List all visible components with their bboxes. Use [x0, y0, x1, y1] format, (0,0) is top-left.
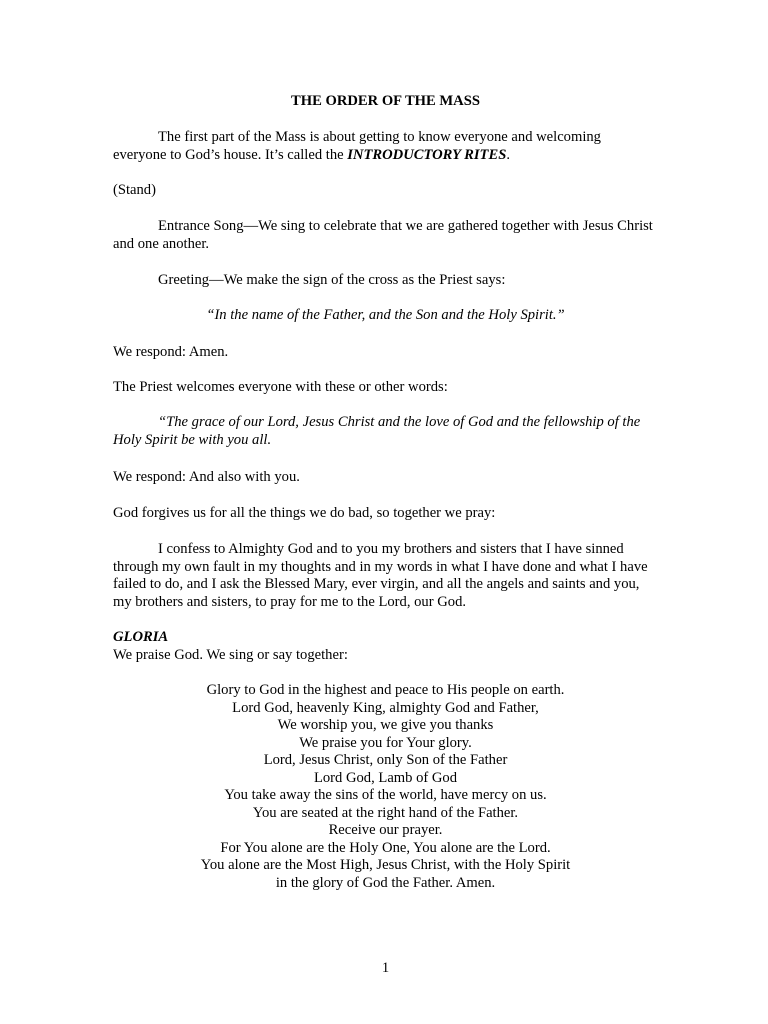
gloria-intro: We praise God. We sing or say together: [113, 647, 348, 663]
sign-of-cross-quote: “In the name of the Father, and the Son and the Holy Spirit.” [206, 307, 565, 323]
intro-text: The first part of the Mass is about getting to know everyone and welcoming everyone to God’s house. It’s called the [113, 129, 601, 163]
response-also-with-you: We respond: And also with you. [113, 469, 300, 485]
page-title: THE ORDER OF THE MASS [291, 93, 480, 109]
stand-instruction: (Stand) [113, 182, 156, 198]
hymn-line: You alone are the Most High, Jesus Christ, with the Holy Spirit [200, 857, 571, 873]
hymn-line: You take away the sins of the world, have mercy on us. [224, 787, 547, 803]
gloria-hymn [113, 682, 658, 892]
intro-end: . [506, 146, 510, 163]
grace-quote: “The grace of our Lord, Jesus Christ and the love of God and the fellowship of the Holy Spirit be with you all. [113, 414, 641, 448]
hymn-line: Receive our prayer. [328, 822, 443, 838]
confiteor-paragraph: I confess to Almighty God and to you my brothers and sisters that I have sinned through my own fault in my thoughts and in my words in what I have done and what I have failed to do, and I ask the Blessed Mary, ever virgin, and all the angels and saints and you, my brothers and sisters, to pray for me to the Lord, our God. [113, 541, 648, 610]
greeting-paragraph: Greeting—We make the sign of the cross as the Priest says: [158, 272, 506, 288]
hymn-line: Lord God, heavenly King, almighty God and Father, [232, 699, 539, 716]
hymn-line: You are seated at the right hand of the Father. [252, 804, 519, 821]
forgiveness-line: God forgives us for all the things we do bad, so together we pray: [113, 505, 496, 521]
priest-welcome-line: The Priest welcomes everyone with these or other words: [113, 379, 448, 395]
response-amen: We respond: Amen. [113, 344, 229, 360]
hymn-line: We praise you for Your glory. [299, 734, 472, 751]
hymn-line: in the glory of God the Father. Amen. [275, 874, 496, 891]
entrance-song-paragraph: Entrance Song—We sing to celebrate that we are gathered together with Jesus Christ and one another. [113, 218, 653, 252]
introductory-rites-emphasis: INTRODUCTORY RITES [347, 146, 507, 163]
gloria-heading: GLORIA [113, 629, 169, 645]
hymn-line: For You alone are the Holy One, You alone are the Lord. [220, 839, 551, 856]
intro-paragraph [113, 129, 658, 164]
hymn-line: Lord God, Lamb of God [313, 769, 458, 786]
hymn-line: Glory to God in the highest and peace to His people on earth. [206, 682, 565, 698]
hymn-line: We worship you, we give you thanks [277, 717, 494, 733]
page-number: 1 [381, 960, 390, 976]
hymn-line: Lord, Jesus Christ, only Son of the Father [263, 752, 508, 768]
